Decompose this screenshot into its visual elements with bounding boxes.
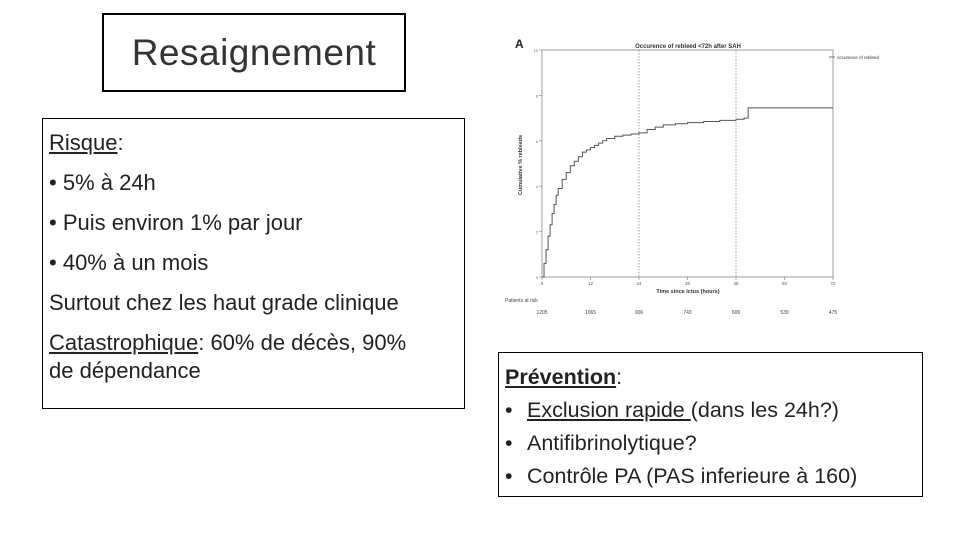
xtick-label: 12 — [587, 281, 594, 286]
risk-catastrophe-line — [49, 323, 458, 357]
risk-value: 475 — [828, 310, 838, 316]
catastrophe-label: Catastrophique — [49, 330, 199, 355]
risk-value: 539 — [780, 310, 789, 316]
risk-value: 1065 — [584, 310, 597, 316]
chart-svg — [505, 30, 880, 330]
ytick-label: 10 — [533, 48, 538, 53]
bullet-dot: • — [505, 431, 513, 455]
risk-bullet-3: • 40% à un mois — [49, 250, 209, 275]
ytick-label: 2 — [535, 229, 538, 235]
legend-label: occurence of rebleed — [837, 55, 880, 60]
risk-bullet-1-text: 5% à 24h — [62, 170, 156, 195]
rebleed-chart — [505, 30, 880, 330]
plot-frame — [542, 50, 833, 277]
catastrophe-text-2: de dépendance — [49, 358, 201, 383]
risk-value: 906 — [634, 310, 644, 316]
bullet-dot: • — [505, 398, 513, 422]
risk-bullet-2: • Puis environ 1% par jour — [49, 210, 303, 235]
prevention-item-1-rest: (dans les 24h?) — [690, 398, 839, 422]
risk-bullet-1: • 5% à 24h — [49, 170, 156, 195]
rebleed-curve — [542, 108, 833, 277]
prevention-heading-suffix: : — [616, 365, 623, 389]
prevention-item-2-text: Antifibrinolytique? — [527, 431, 697, 455]
x-axis-label: Time since ictus (hours) — [656, 289, 720, 295]
ytick-label: 4 — [535, 184, 538, 190]
xtick-label: 24 — [636, 281, 642, 286]
risk-value: 1205 — [536, 310, 548, 316]
chart-title: Occurence of rebleed <72h after SAH — [635, 44, 741, 50]
xtick-label: 36 — [684, 281, 691, 286]
page-title: Resaignement — [131, 31, 377, 73]
risk-heading-suffix: : — [117, 130, 124, 155]
prevention-item-2 — [505, 427, 916, 460]
prevention-heading-line — [505, 361, 916, 394]
ytick-label: 8 — [535, 93, 538, 99]
prevention-item-3 — [505, 460, 916, 493]
catastrophe-text: : 60% de décès, 90% — [198, 330, 407, 355]
ytick-label: 0 — [535, 275, 538, 280]
xtick-label: 72 — [830, 281, 836, 286]
bullet-dot: • — [505, 464, 513, 488]
xtick-label: 48 — [733, 281, 739, 286]
risk-value: 743 — [683, 310, 692, 316]
prevention-textbox — [498, 352, 923, 497]
title-box — [102, 13, 406, 92]
risk-heading-line — [49, 123, 458, 163]
risk-bullet-3-text: 40% à un mois — [62, 250, 209, 275]
risk-bullet-2-text: Puis environ 1% par jour — [62, 210, 303, 235]
ytick-label: 6 — [535, 138, 538, 144]
chart-panel-label: A — [515, 37, 524, 51]
prevention-item-1-underlined: Exclusion rapide — [527, 398, 691, 422]
prevention-heading: Prévention — [505, 365, 617, 389]
xtick-label: 0 — [540, 281, 544, 286]
risk-table-label: Patients at risk — [505, 298, 538, 304]
xtick-label: 60 — [781, 281, 788, 286]
prevention-item-3-text: Contrôle PA (PAS inferieure à 160) — [527, 464, 858, 488]
prevention-item-1 — [505, 394, 916, 427]
risk-value: 606 — [731, 310, 741, 316]
risk-heading: Risque — [49, 130, 118, 155]
risk-textbox — [42, 118, 465, 409]
risk-line-grade: Surtout chez les haut grade clinique — [49, 290, 399, 315]
y-axis-label: Cumulative % rebleeds — [518, 134, 524, 196]
